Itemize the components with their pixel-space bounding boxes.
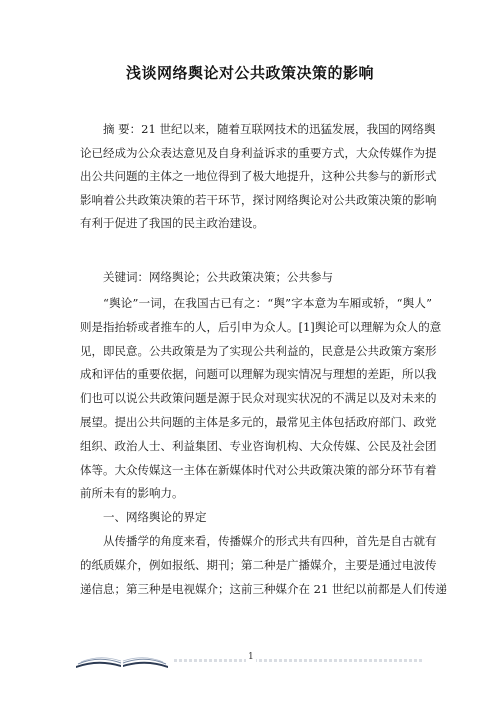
paragraph-line: 从传播学的角度来看，传播媒介的形式共有四种，首先是自古就有 [103,533,437,548]
abstract-text: 21 世纪以来，随着互联网技术的迅猛发展，我国的网络舆 [141,122,436,136]
paragraph-line: 的纸质媒介，例如报纸、期刊；第二种是广播媒介，主要是通过电波传 [80,557,437,572]
paragraph-line: 递信息；第三种是电视媒介；这前三种媒介在 21 世纪以前都是人们传递 [80,581,447,596]
abstract-section [80,118,437,236]
document-title: 浅谈网络舆论对公共政策决策的影响 [125,64,374,82]
abstract-line [80,118,436,142]
abstract-line: 出公共问题的主体之一地位得到了极大地提升，这种公共参与的新形式 [80,169,437,183]
page-footer [74,654,426,670]
paragraph-line: 成和评估的重要依据，问题可以理解为现实情况与理想的差距，所以我 [80,367,437,382]
abstract-line: 论已经成为公众表达意见及自身利益诉求的重要方式，大众传媒作为提 [80,145,437,160]
keywords-line: 关键词：网络舆论；公共政策决策；公共参与 [103,270,333,284]
paragraph-line: 则是指抬轿或者推车的人，后引申为众人。[1]舆论可以理解为众人的意 [80,319,442,334]
paragraph-line: 见，即民意。公共政策是为了实现公共利益的，民意是公共政策方案形 [80,343,437,358]
paragraph-line: 展望。提出公共问题的主体是多元的，最常见主体包括政府部门、政党 [80,414,437,429]
body-text [80,292,447,601]
open-book-icon [74,654,170,668]
section-heading: 一、网络舆论的界定 [103,510,207,525]
paragraph-line: 组织、政治人士、利益集团、专业咨询机构、大众传媒、公民及社会团 [80,438,437,453]
page-number: 1 [248,652,254,662]
paragraph-line: 体等。大众传媒这一主体在新媒体时代对公共政策决策的部分环节有着 [80,462,437,477]
paragraph-line: 前所未有的影响力。 [80,486,184,501]
abstract-line: 有利于促进了我国的民主政治建设。 [80,216,264,230]
keywords-section [80,266,432,290]
footer-divider [174,659,424,662]
paragraph-line: “舆论”一词，在我国古已有之：“舆”字本意为车厢或轿，“舆人” [103,296,432,310]
abstract-line: 影响着公共政策决策的若干环节，探讨网络舆论对公共政策决策的影响 [80,192,437,207]
abstract-label: 摘 要： [103,122,142,136]
paragraph-line: 们也可以说公共政策问题是源于民众对现实状况的不满足以及对未来的 [80,391,437,406]
